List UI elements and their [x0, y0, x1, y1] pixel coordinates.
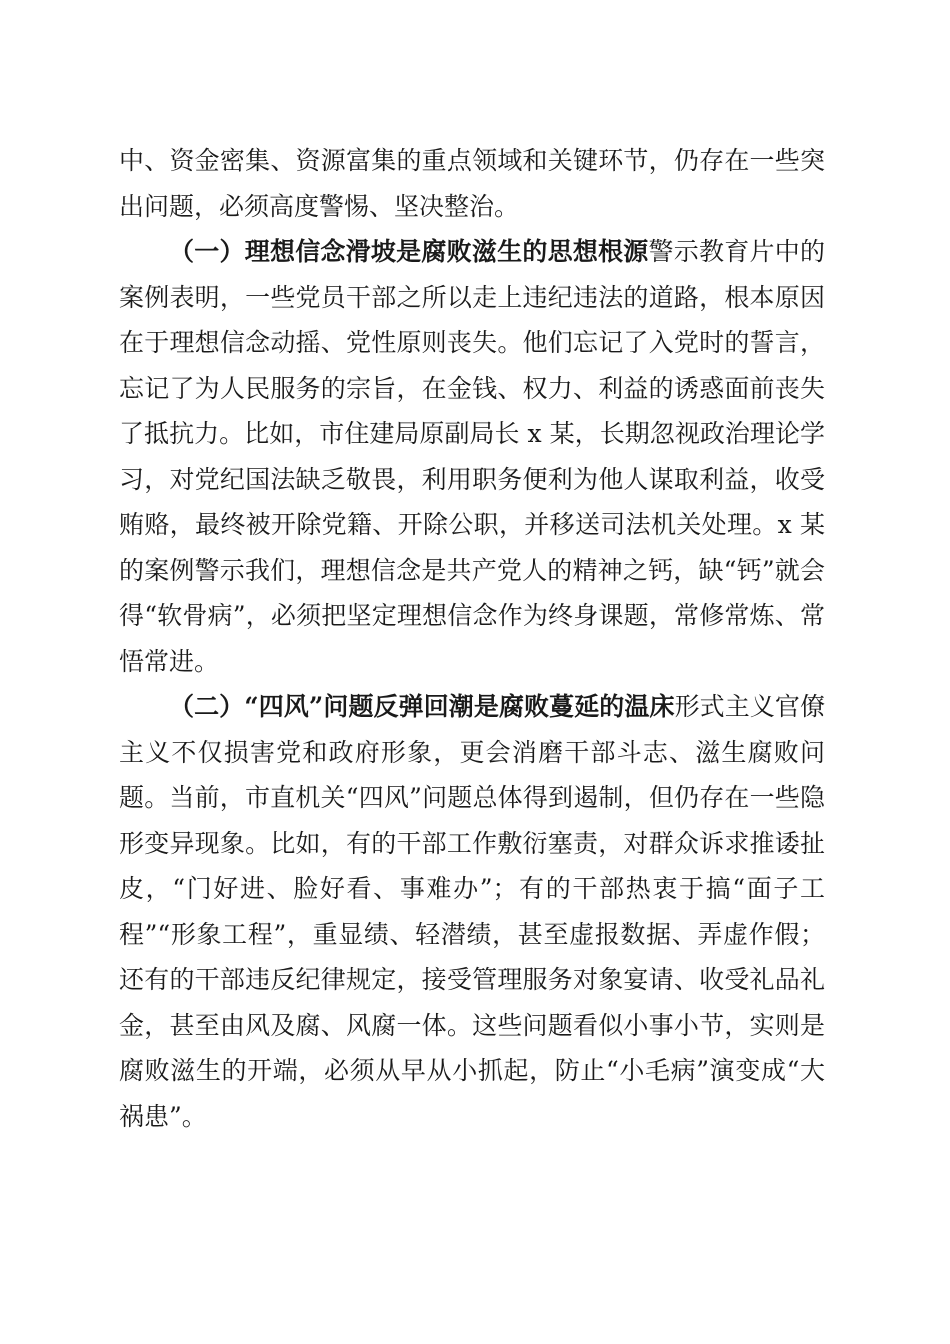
paragraph-body: 中、资金密集、资源富集的重点领域和关键环节，仍存在一些突出问题，必须高度警惕、坚决整治。 [119, 146, 825, 221]
paragraph-body: 警示教育片中的案例表明，一些党员干部之所以走上违纪违法的道路，根本原因在于理想信念动摇、党性原则丧失。他们忘记了入党时的誓言，忘记了为人民服务的宗旨，在金钱、权力、利益的诱惑面前丧失了抵抗力。比如，市住建局原副局长 x 某，长期忽视政治理论学习，对党纪国法缺乏敬畏，利用职务便利为他人谋取利益，收受贿赂，最终被开除党籍、开除公职，并移送司法机关处理。x 某的案例警示我们，理想信念是共产党人的精神之钙，缺“钙”就会得“软骨病”，必须把坚定理想信念作为终身课题，常修常炼、常悟常进。 [119, 237, 825, 676]
paragraph-section-2 [119, 684, 825, 1139]
section-heading: （二）“四风”问题反弹回潮是腐败蔓延的温床 [169, 692, 675, 721]
section-heading: （一）理想信念滑坡是腐败滋生的思想根源 [169, 237, 649, 266]
paragraph-section-1 [119, 229, 825, 684]
paragraph-continuation [119, 138, 825, 229]
document-page [119, 138, 825, 1139]
paragraph-body: 形式主义官僚主义不仅损害党和政府形象，更会消磨干部斗志、滋生腐败问题。当前，市直机关“四风”问题总体得到遏制，但仍存在一些隐形变异现象。比如，有的干部工作敷衍塞责，对群众诉求推诿扯皮，“门好进、脸好看、事难办”；有的干部热衷于搞“面子工程”“形象工程”，重显绩、轻潜绩，甚至虚报数据、弄虚作假；还有的干部违反纪律规定，接受管理服务对象宴请、收受礼品礼金，甚至由风及腐、风腐一体。这些问题看似小事小节，实则是腐败滋生的开端，必须从早从小抓起，防止“小毛病”演变成“大祸患”。 [119, 692, 825, 1131]
